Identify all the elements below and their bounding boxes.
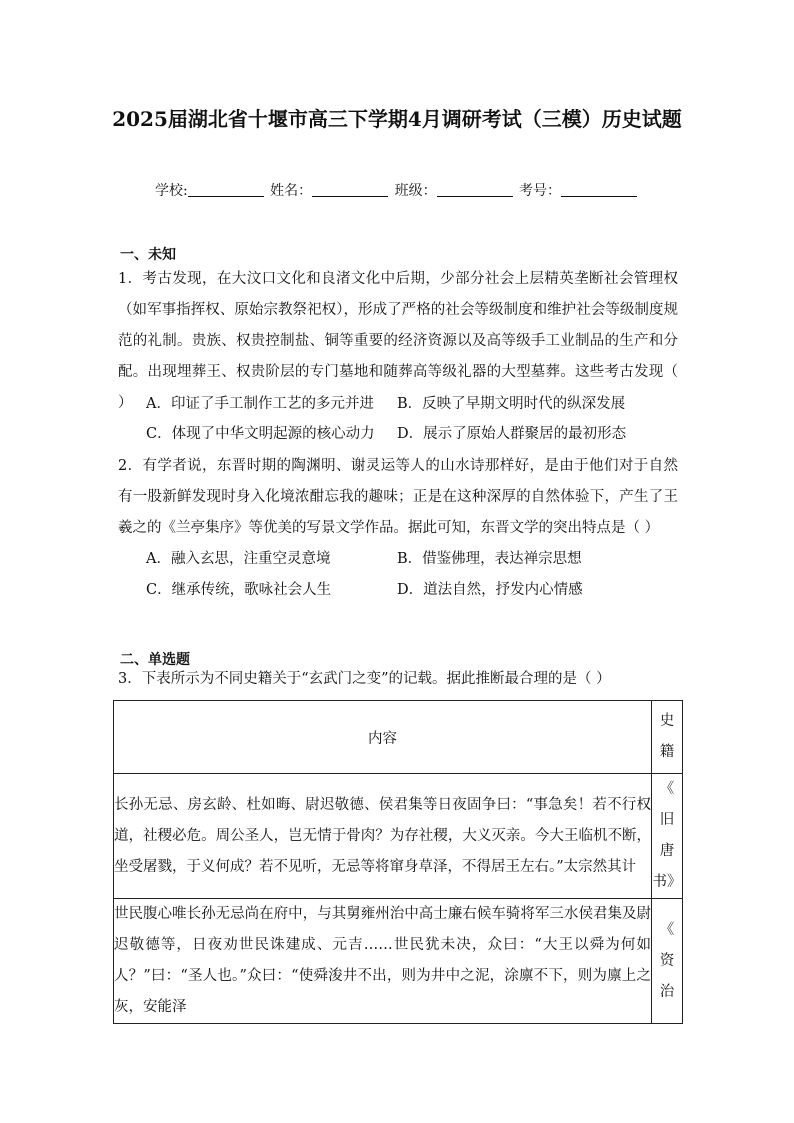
row-2-content: 世民腹心唯长孙无忌尚在府中，与其舅雍州治中高士廉右候车骑将军三水侯君集及尉迟敬德等，日夜劝世民诛建成、元吉……世民犹未决，众曰：“大王以舜为何如人？”曰：“圣人也。”众曰：“使舜浚井不出，则为井中之泥，涂廪不下，则为廪上之灰，安能泽 [114,899,652,1024]
header-content: 内容 [114,701,652,774]
name-blank[interactable] [312,182,388,197]
question-3-text: 3．下表所示为不同史籍关于“玄武门之变”的记载。据此推断最合理的是（ ） [118,671,611,687]
row-1-source [652,774,683,899]
source-char: 《 [659,781,675,797]
source-char: 资 [659,952,675,969]
source-char: 书》 [652,874,682,890]
question-2-text: 2．有学者说，东晋时期的陶渊明、谢灵运等人的山水诗那样好，是由于他们对于自然有一股新鲜发现时身入化境浓酣忘我的趣味；正是在这种深厚的自然体验下，产生了王羲之的《兰亭集序》等优美的写景文学作品。据此可知，东晋文学的突出特点是（ ） [118,458,678,536]
question-1-option-b[interactable]: B．反映了早期文明时代的纵深发展 [397,396,626,412]
student-info-row [0,180,794,202]
question-2-option-d[interactable]: D．道法自然，抒发内心情感 [397,582,583,598]
question-1-option-c[interactable]: C．体现了中华文明起源的核心动力 [146,426,375,442]
exam-no-label: 考号： [519,183,562,199]
table-row [114,899,683,1024]
question-1-option-d[interactable]: D．展示了原始人群聚居的最初形态 [397,426,627,442]
row-2-source [652,899,683,1024]
header-source [652,701,683,774]
history-records-table [113,700,683,1024]
table-header-row [114,701,683,774]
question-1-text: 1．考古发现，在大汶口文化和良渚文化中后期，少部分社会上层精英垄断社会管理权（如军事指挥权、原始宗教祭祀权），形成了严格的社会等级制度和维护社会等级制度规范的礼制。贵族、权贵控制盐、铜等重要的经济资源以及高等级手工业制品的生产和分配。出现埋葬王、权贵阶层的专门墓地和随葬高等级礼器的大型墓葬。这些考古发现（ ） [118,271,678,411]
section-heading-single-choice: 二、单选题 [120,652,190,668]
question-2-option-a[interactable]: A．融入玄思，注重空灵意境 [146,551,331,567]
source-char: 唐 [659,843,675,859]
name-label: 姓名： [270,183,313,199]
question-2-option-c[interactable]: C．继承传统，歌咏社会人生 [146,582,332,598]
header-source-char: 史 [659,713,675,729]
source-char: 旧 [659,812,675,828]
table-row [114,774,683,899]
row-1-content: 长孙无忌、房玄龄、杜如晦、尉迟敬德、侯君集等日夜固争曰：“事急矣！若不行权道，社稷必危。周公圣人，岂无情于骨肉？为存社稷，大义灭亲。今大王临机不断，坐受屠戮，于义何成？若不见听，无忌等将窜身草泽，不得居王左右。”太宗然其计 [114,774,652,899]
section-heading-unknown: 一、未知 [120,247,176,263]
question-1-option-a[interactable]: A．印证了手工制作工艺的多元并进 [146,396,374,412]
question-2-option-b[interactable]: B．借鉴佛理，表达禅宗思想 [397,551,582,567]
class-blank[interactable] [437,182,513,197]
page-title: 2025届湖北省十堰市高三下学期4月调研考试（三模）历史试题 [112,107,682,131]
header-source-char: 籍 [659,744,675,760]
school-label: 学校: [154,183,188,199]
source-char: 《 [659,921,675,938]
class-label: 班级： [394,183,437,199]
exam-no-blank[interactable] [561,182,637,197]
school-blank[interactable] [188,182,264,197]
source-char: 治 [659,983,675,1000]
